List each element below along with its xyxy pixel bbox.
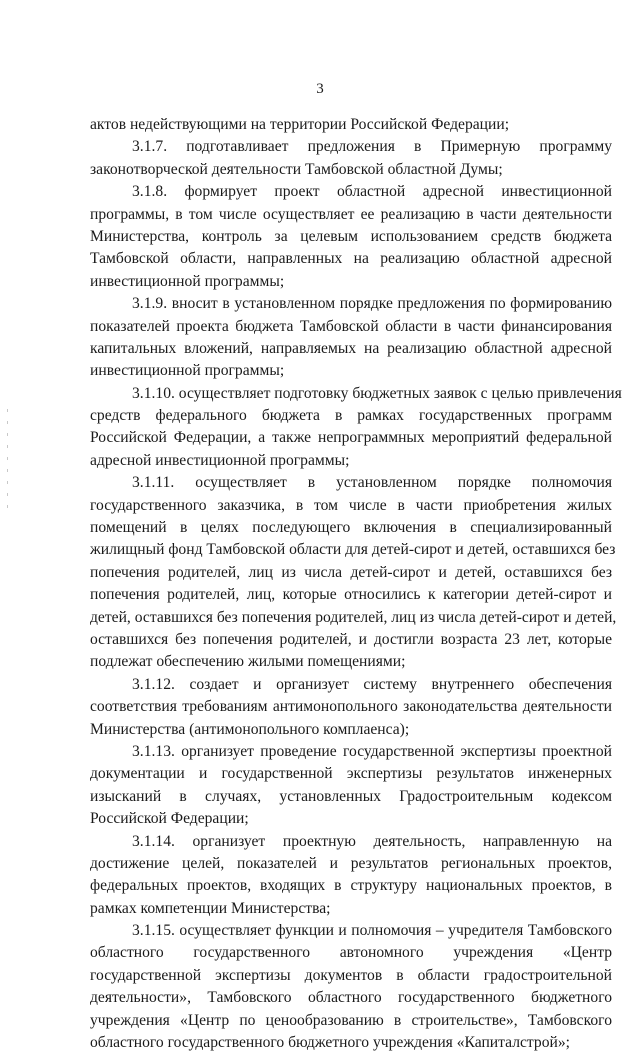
text-line: Министерства, контроль за целевым использованием средств бюджета bbox=[90, 227, 612, 245]
text-line: областного государственного бюджетного учреждения «Капиталстрой»; bbox=[90, 1034, 570, 1052]
text-line: Российской Федерации; bbox=[90, 810, 249, 828]
text-line: попечения родителей, лиц из числа детей-сирот и детей, оставшихся без bbox=[90, 563, 612, 581]
text-line: актов недействующими на территории Российской Федерации; bbox=[90, 116, 510, 133]
text-line: инвестиционной программы; bbox=[90, 272, 285, 290]
text-line: жилищный фонд Тамбовской области для детей-сирот и детей, оставшихся без bbox=[90, 541, 616, 559]
text-line: инвестиционной программы; bbox=[90, 362, 285, 380]
text-line: капитальных вложений, направляемых на реализацию областной адресной bbox=[90, 339, 612, 357]
text-line: документации и государственной экспертизы результатов инженерных bbox=[90, 765, 612, 783]
text-line: изысканий в случаях, установленных Градостроительным кодексом bbox=[90, 787, 612, 805]
text-line: Российской Федерации, а также непрограммных мероприятий федеральной bbox=[90, 429, 612, 447]
text-line: деятельности», Тамбовского областного государственного бюджетного bbox=[90, 989, 612, 1007]
text-line: федеральных проектов, входящих в структуру национальных проектов, в bbox=[90, 877, 612, 895]
text-line: областного государственного автономного учреждения «Центр bbox=[90, 944, 612, 962]
text-line: достижение целей, показателей и результатов региональных проектов, bbox=[90, 854, 612, 872]
text-line: законотворческой деятельности Тамбовской областной Думы; bbox=[90, 160, 503, 178]
text-line: рамках компетенции Министерства; bbox=[90, 899, 331, 917]
paragraph-first-line: 3.1.9. вносит в установленном порядке предложения по формированию bbox=[132, 295, 612, 313]
page-number: 3 bbox=[316, 81, 324, 97]
scan-margin-marks bbox=[6, 400, 10, 540]
text-line: детей, оставшихся без попечения родителей, лиц из числа детей-сирот и детей, bbox=[90, 608, 617, 626]
paragraph-first-line: 3.1.8. формирует проект областной адресной инвестиционной bbox=[132, 183, 612, 201]
document-body bbox=[90, 114, 622, 1054]
text-line: Тамбовской области, направленных на реализацию областной адресной bbox=[90, 250, 612, 268]
text-line: попечения родителей, лиц, которые относились к категории детей-сирот и bbox=[90, 586, 612, 604]
text-line: соответствия требованиям антимонопольного законодательства деятельности bbox=[90, 698, 612, 716]
text-line: показателей проекта бюджета Тамбовской области в части финансирования bbox=[90, 317, 612, 335]
text-line: адресной инвестиционной программы; bbox=[90, 451, 350, 469]
text-line: Министерства (антимонопольного комплаенса); bbox=[90, 720, 410, 738]
paragraph-first-line: 3.1.11. осуществляет в установленном порядке полномочия bbox=[132, 474, 612, 492]
text-line: помещений в целях последующего включения в специализированный bbox=[90, 519, 612, 537]
text-line: государственного заказчика, в том числе в части приобретения жилых bbox=[90, 496, 612, 514]
paragraph-first-line: 3.1.7. подготавливает предложения в Примерную программу bbox=[132, 138, 612, 156]
paragraph-first-line: 3.1.14. организует проектную деятельность, направленную на bbox=[132, 832, 612, 850]
text-line: государственной экспертизы документов в области градостроительной bbox=[90, 966, 612, 984]
text-line: средств федерального бюджета в рамках государственных программ bbox=[90, 407, 612, 425]
text-line: программы, в том числе осуществляет ее реализацию в части деятельности bbox=[90, 205, 612, 223]
paragraph-first-line: 3.1.12. создает и организует систему внутреннего обеспечения bbox=[132, 675, 612, 693]
text-line: учреждения «Центр по ценообразованию в строительстве», Тамбовского bbox=[90, 1011, 612, 1029]
paragraph-first-line: 3.1.10. осуществляет подготовку бюджетных заявок с целью привлечения bbox=[132, 384, 622, 402]
text-line: подлежат обеспечению жилыми помещениями; bbox=[90, 653, 406, 671]
text-line: оставшихся без попечения родителей, и достигли возраста 23 лет, которые bbox=[90, 630, 612, 648]
paragraph-first-line: 3.1.15. осуществляет функции и полномочия – учредителя Тамбовского bbox=[132, 922, 612, 940]
paragraph-first-line: 3.1.13. организует проведение государственной экспертизы проектной bbox=[132, 742, 612, 760]
